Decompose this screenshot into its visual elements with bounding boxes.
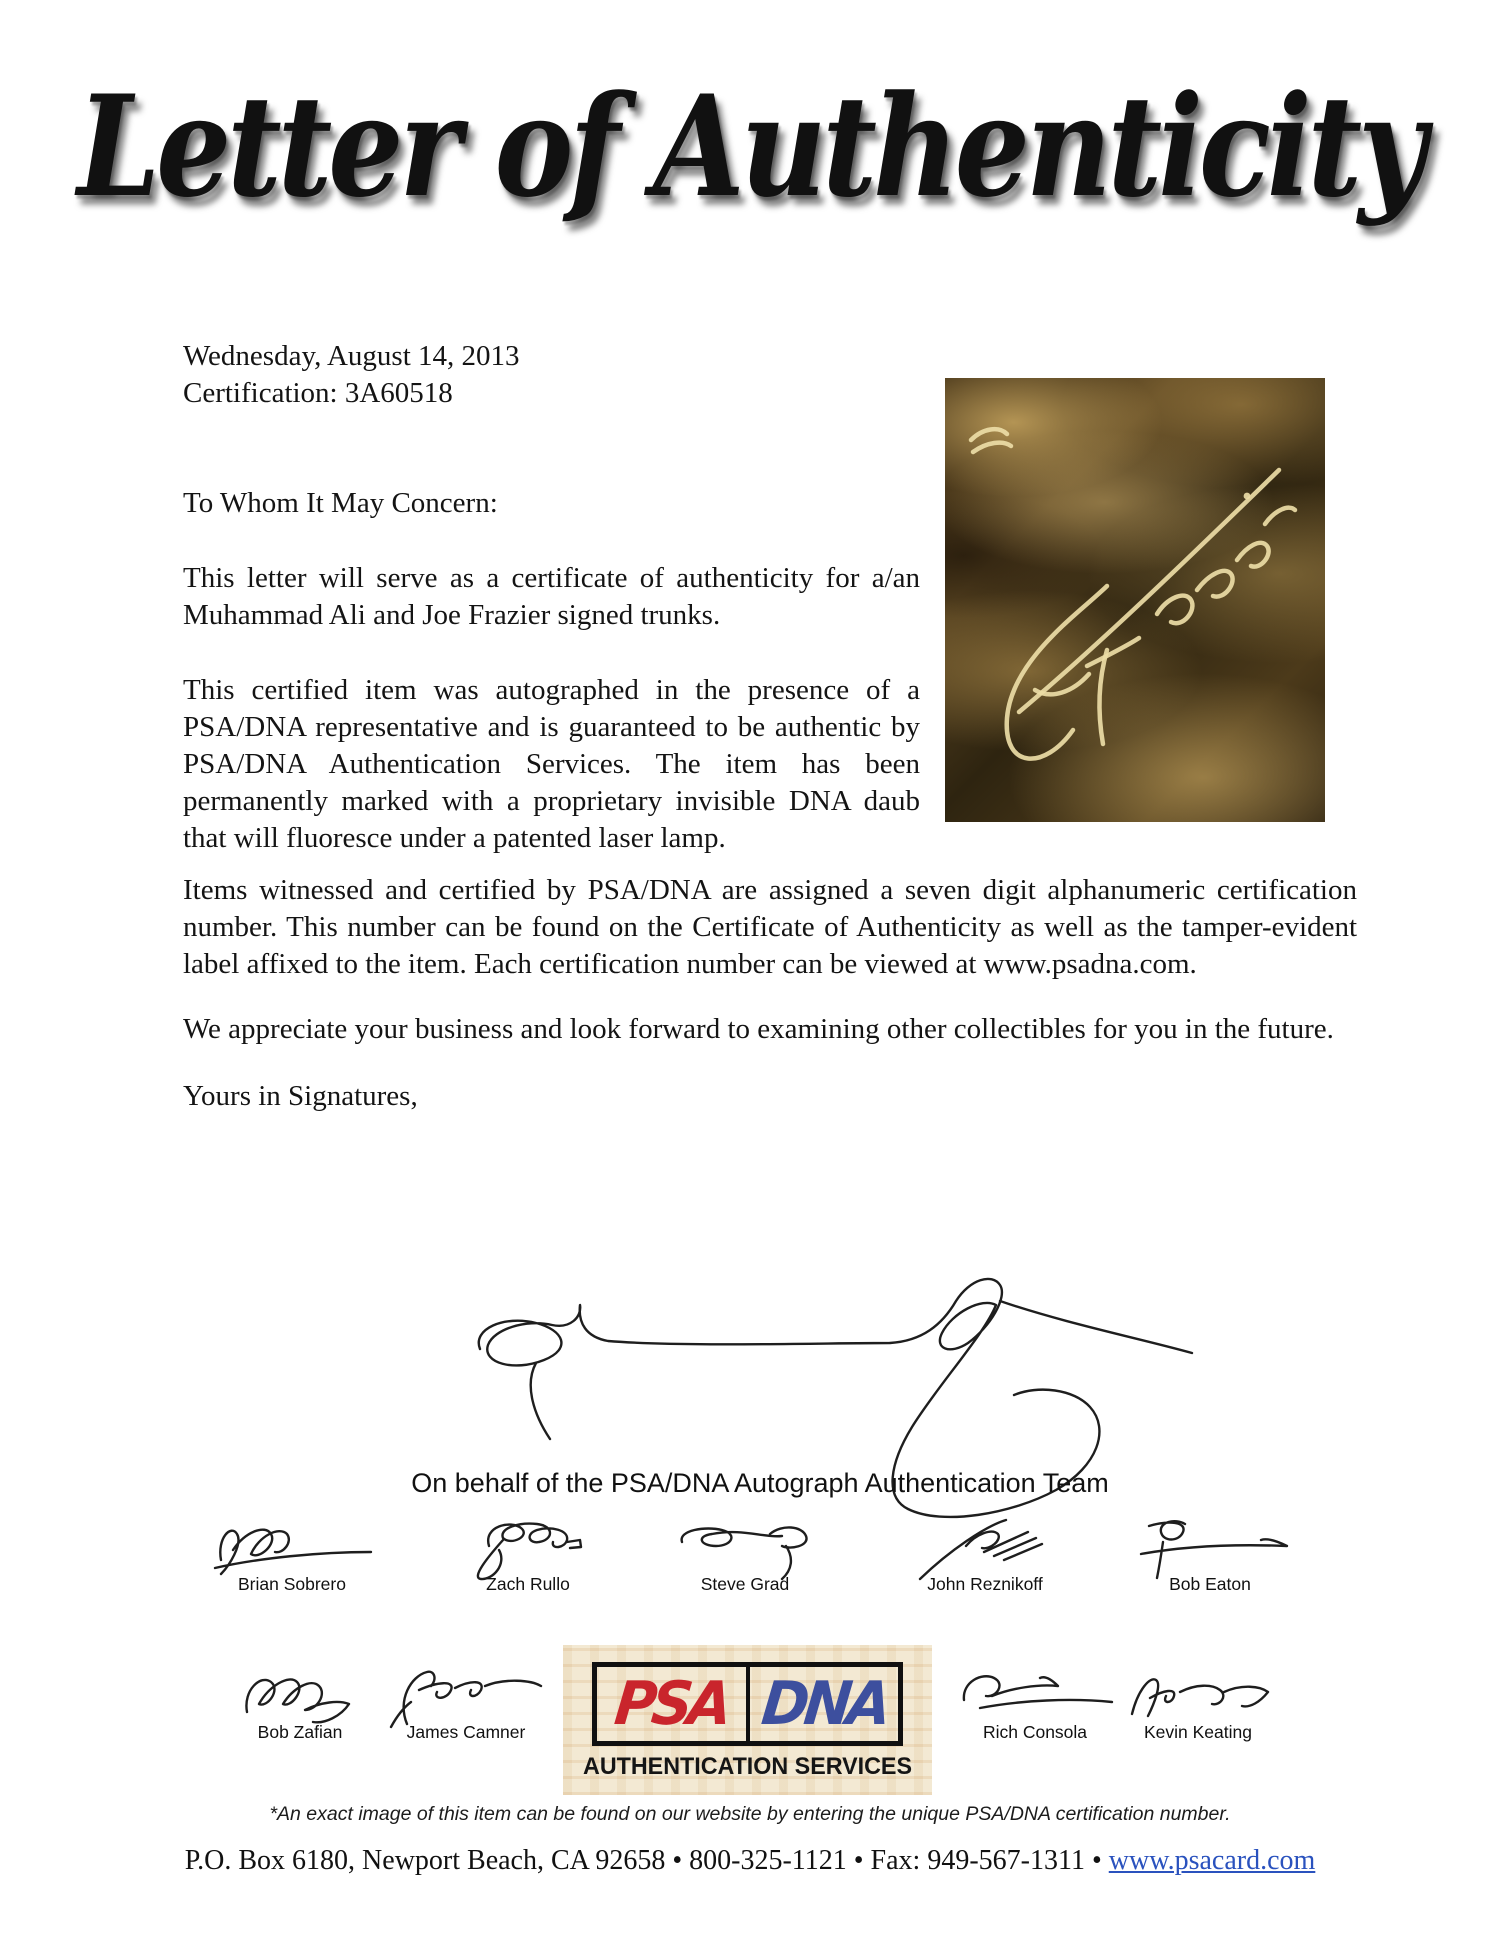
logo-dna-text: DNA bbox=[758, 1668, 890, 1739]
signer-john-reznikoff bbox=[910, 1516, 1060, 1595]
psa-dna-logo bbox=[563, 1645, 932, 1795]
footer-line bbox=[0, 1845, 1500, 1877]
signer-steve-grad bbox=[670, 1516, 820, 1595]
body-paragraph-3: Items witnessed and certified by PSA/DNA are assigned a seven digit alphanumeric certification number. This number can be found on the Certificate of Authenticity as well as the tamper-evident label affixed to the item. Each certification number can be viewed at www.psadna.com. bbox=[183, 874, 1357, 980]
signer-name: Kevin Keating bbox=[1144, 1722, 1252, 1742]
signer-kevin-keating bbox=[1118, 1664, 1278, 1743]
letter-title: Letter of Authenticity bbox=[77, 64, 1423, 229]
footer-address: P.O. Box 6180, Newport Beach, CA 92658 • 800-325-1121 • Fax: 949-567-1311 • bbox=[184, 1845, 1109, 1876]
signer-name: Bob Eaton bbox=[1169, 1574, 1251, 1594]
logo-psa-text: PSA bbox=[611, 1668, 731, 1739]
signature-john-reznikoff bbox=[910, 1516, 1060, 1580]
signer-name: Brian Sobrero bbox=[238, 1574, 346, 1594]
body-paragraph-1: This letter will serve as a certificate of authenticity for a/an Muhammad Ali and Joe Frazier signed trunks. bbox=[183, 562, 920, 631]
signer-brian-sobrero bbox=[207, 1516, 377, 1595]
date-block bbox=[183, 338, 520, 412]
date-line: Wednesday, August 14, 2013 bbox=[183, 340, 520, 372]
signature-james-camner bbox=[381, 1664, 551, 1728]
signer-bob-zafian bbox=[235, 1664, 365, 1743]
joe-frazier-autograph bbox=[945, 378, 1325, 822]
signature-kevin-keating bbox=[1118, 1664, 1278, 1728]
signature-brian-sobrero bbox=[207, 1516, 377, 1580]
signer-name: John Reznikoff bbox=[927, 1574, 1043, 1594]
letter-body-top bbox=[183, 485, 920, 857]
logo-dna-cell bbox=[746, 1667, 899, 1741]
signer-name: Rich Consola bbox=[982, 1722, 1088, 1742]
logo-subtitle: AUTHENTICATION SERVICES bbox=[583, 1753, 912, 1780]
signer-name: Zach Rullo bbox=[486, 1574, 570, 1594]
salutation: To Whom It May Concern: bbox=[183, 487, 498, 519]
body-paragraph-4: We appreciate your business and look forward to examining other collectibles for you in the future. bbox=[183, 1013, 1334, 1045]
signature-bob-eaton bbox=[1125, 1516, 1295, 1580]
logo-psa-cell bbox=[597, 1667, 746, 1741]
body-paragraph-2: This certified item was autographed in the presence of a PSA/DNA representative and is guaranteed to be authentic by PSA/DNA Authentication Services. The item has been permanently marked with a proprietary invisible DNA daub that will fluoresce under a patented laser lamp. bbox=[183, 674, 920, 854]
signer-james-camner bbox=[381, 1664, 551, 1743]
letter-body-bottom bbox=[183, 872, 1357, 1115]
signer-name: Bob Zafian bbox=[257, 1722, 343, 1742]
item-photo bbox=[945, 378, 1325, 822]
signature-steve-grad bbox=[670, 1516, 820, 1580]
signer-bob-eaton bbox=[1125, 1516, 1295, 1595]
signature-bob-zafian bbox=[235, 1664, 365, 1728]
footer-website-link[interactable]: www.psacard.com bbox=[1108, 1845, 1316, 1876]
signature-zach-rullo bbox=[453, 1516, 603, 1580]
psa-dna-logo-box bbox=[592, 1662, 903, 1746]
signer-zach-rullo bbox=[453, 1516, 603, 1595]
signer-name: James Camner bbox=[406, 1722, 526, 1742]
signature-caption: On behalf of the PSA/DNA Autograph Authentication Team bbox=[411, 1468, 1109, 1498]
certification-line: Certification: 3A60518 bbox=[183, 377, 453, 409]
signer-name: Steve Grad bbox=[700, 1574, 790, 1594]
signer-rich-consola bbox=[950, 1664, 1120, 1743]
signature-rich-consola bbox=[950, 1664, 1120, 1728]
closing-line: Yours in Signatures, bbox=[183, 1080, 418, 1112]
footnote: *An exact image of this item can be found on our website by entering the unique PSA/DNA certification number. bbox=[269, 1803, 1231, 1825]
